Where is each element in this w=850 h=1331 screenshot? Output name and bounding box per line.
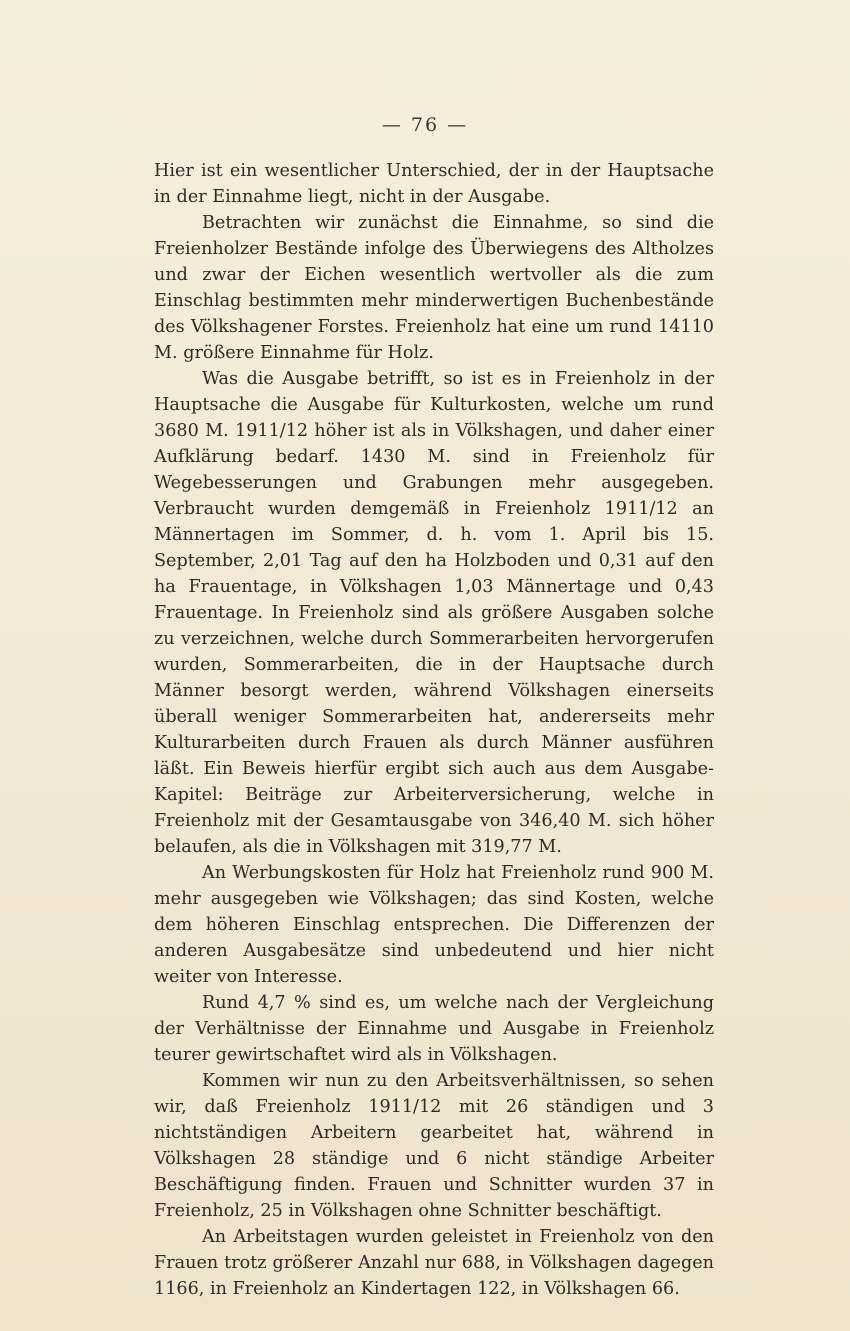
paragraph-6: Kommen wir nun zu den Arbeitsverhältnissen, so sehen wir, daß Freienholz 1911/12 mit 26 ständigen und 3 nichtständigen Arbeitern gearbeitet hat, während in Völkshagen 28 ständige und 6 nicht ständige Arbeiter Beschäftigung finden. Frauen und Schnitter wurden 37 in Freienholz, 25 in Völkshagen ohne Schnitter beschäftigt. (154, 1071, 714, 1221)
paragraph-5: Rund 4,7 % sind es, um welche nach der Vergleichung der Verhältnisse der Einnahme und Ausgabe in Freienholz teurer gewirtschaftet wird als in Völkshagen. (154, 993, 714, 1065)
paragraph-4: An Werbungskosten für Holz hat Freienholz rund 900 M. mehr ausgegeben wie Völkshagen; das sind Kosten, welche dem höheren Einschlag entsprechen. Die Differenzen der anderen Ausgabesätze sind unbedeutend und hier nicht weiter von Interesse. (154, 863, 714, 987)
paragraph-3: Was die Ausgabe betrifft, so ist es in Freienholz in der Hauptsache die Ausgabe für Kulturkosten, welche um rund 3680 M. 1911/12 höher ist als in Völkshagen, und daher einer Aufklärung bedarf. 1430 M. sind in Freienholz für Wegebesserungen und Grabungen mehr ausgegeben. Verbraucht wurden demgemäß in Freienholz 1911/12 an Männertagen im Sommer, d. h. vom 1. April bis 15. September, 2,01 Tag auf den ha Holzboden und 0,31 auf den ha Frauentage, in Völkshagen 1,03 Männertage und 0,43 Frauentage. In Freienholz sind als größere Ausgaben solche zu verzeichnen, welche durch Sommerarbeiten hervorgerufen wurden, Sommerarbeiten, die in der Hauptsache durch Männer besorgt werden, während Völkshagen einerseits überall weniger Sommerarbeiten hat, andererseits mehr Kulturarbeiten durch Frauen als durch Männer ausführen läßt. Ein Beweis hierfür ergibt sich auch aus dem Ausgabe-Kapitel: Beiträge zur Arbeiterversicherung, welche in Freienholz mit der Gesamtausgabe von 346,40 M. sich höher belaufen, als die in Völkshagen mit 319,77 M. (154, 369, 714, 857)
paragraph-2: Betrachten wir zunächst die Einnahme, so sind die Freienholzer Bestände infolge des Überwiegens des Altholzes und zwar der Eichen wesentlich wertvoller als die zum Einschlag bestimmten mehr minderwertigen Buchenbestände des Völkshagener Forstes. Freienholz hat eine um rund 14110 M. größere Einnahme für Holz. (154, 213, 714, 363)
paragraph-7: An Arbeitstagen wurden geleistet in Freienholz von den Frauen trotz größerer Anzahl nur 688, in Völkshagen dagegen 1166, in Freienholz an Kindertagen 122, in Völkshagen 66. (154, 1227, 714, 1299)
body-text (154, 158, 714, 1302)
paragraph-1: Hier ist ein wesentlicher Unterschied, der in der Hauptsache in der Einnahme liegt, nicht in der Ausgabe. (154, 161, 714, 207)
page-number: — 76 — (381, 114, 469, 136)
